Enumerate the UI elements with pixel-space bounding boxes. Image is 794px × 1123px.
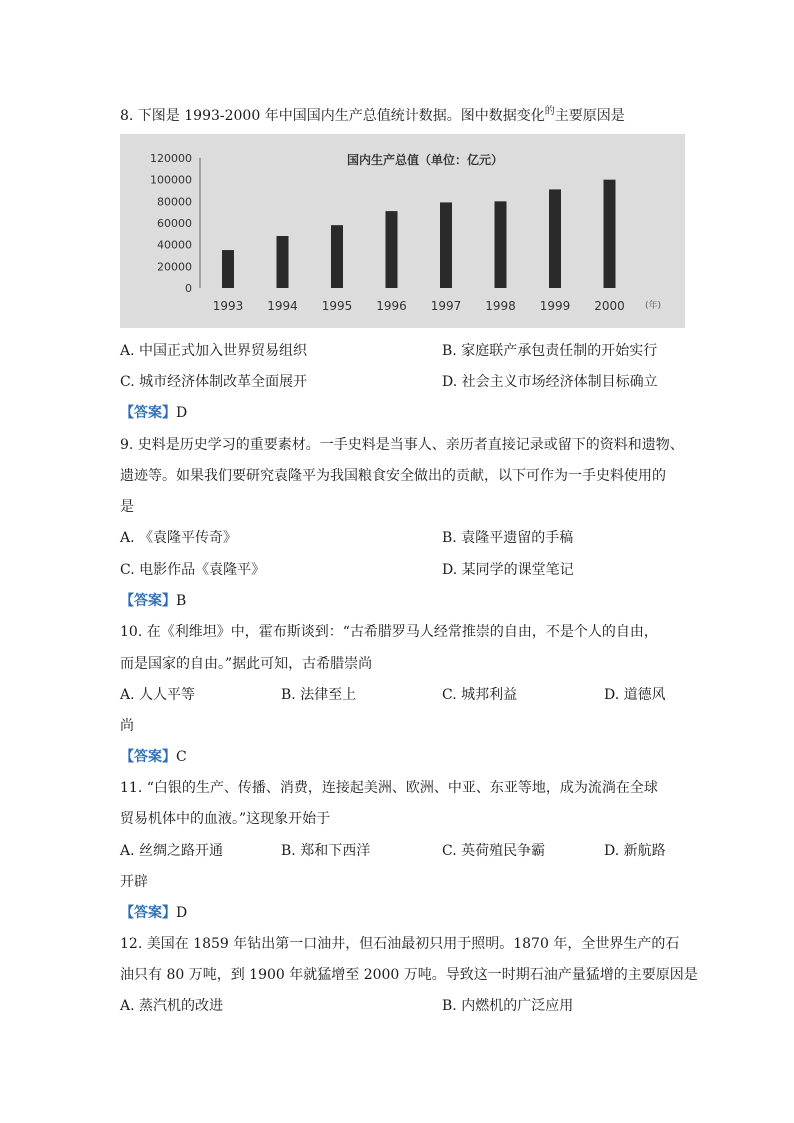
y-tick-label: 100000 bbox=[150, 173, 192, 187]
y-tick-label: 80000 bbox=[157, 195, 192, 209]
q8-option-c[interactable]: C. 城市经济体制改革全面展开 bbox=[120, 374, 308, 390]
bar-1993 bbox=[222, 250, 234, 288]
q11-option-a[interactable]: A. 丝绸之路开通 bbox=[120, 843, 224, 859]
x-unit-label: (年) bbox=[644, 301, 662, 311]
q9-option-b[interactable]: B. 袁隆平遗留的手稿 bbox=[442, 530, 574, 546]
y-tick-label: 120000 bbox=[150, 152, 192, 165]
chart-title: 国内生产总值（单位：亿元） bbox=[346, 153, 504, 167]
q9-stem-line3: 是 bbox=[120, 499, 134, 515]
q11-stem-line1: 11. “白银的生产、传播、消费，连接起美洲、欧洲、中亚、东亚等地，成为流淌在全球 bbox=[120, 780, 658, 796]
bar-2000 bbox=[604, 180, 616, 288]
x-tick-label: 2000 bbox=[594, 299, 625, 313]
q9-option-c[interactable]: C. 电影作品《袁隆平》 bbox=[120, 562, 266, 578]
y-tick-label: 0 bbox=[185, 282, 192, 295]
x-tick-label: 1996 bbox=[376, 299, 407, 313]
gdp-bar-chart bbox=[120, 134, 685, 328]
q10-option-c[interactable]: C. 城邦利益 bbox=[442, 687, 518, 703]
q9-stem-line2: 遗迹等。如果我们要研究袁隆平为我国粮食安全做出的贡献，以下可作为一手史料使用的 bbox=[120, 468, 666, 484]
q10-option-a[interactable]: A. 人人平等 bbox=[120, 687, 196, 703]
y-tick-label: 20000 bbox=[157, 260, 192, 274]
x-tick-label: 1993 bbox=[212, 299, 244, 313]
x-tick-label: 1998 bbox=[485, 299, 516, 313]
q11-option-d[interactable]: D. 新航路 bbox=[604, 843, 666, 859]
y-tick-label: 40000 bbox=[157, 238, 192, 252]
q12-stem-line2: 油只有 80 万吨，到 1900 年就猛增至 2000 万吨。导致这一时期石油产量猛增的主要原因是 bbox=[120, 967, 698, 983]
q9-answer: 【答案】B bbox=[120, 593, 187, 609]
q9-option-a[interactable]: A. 《袁隆平传奇》 bbox=[120, 530, 238, 546]
q8-option-b[interactable]: B. 家庭联产承包责任制的开始实行 bbox=[442, 343, 658, 359]
q10-stem-line2: 而是国家的自由。”据此可知，古希腊崇尚 bbox=[120, 656, 373, 672]
q8-option-d[interactable]: D. 社会主义市场经济体制目标确立 bbox=[442, 374, 658, 390]
q9-stem-line1: 9. 史料是历史学习的重要素材。一手史料是当事人、亲历者直接记录或留下的资料和遗物、 bbox=[120, 437, 684, 453]
q11-option-d-wrap: 开辟 bbox=[120, 874, 148, 890]
bar-1999 bbox=[549, 189, 561, 288]
bar-1995 bbox=[331, 225, 343, 288]
q12-option-b[interactable]: B. 内燃机的广泛应用 bbox=[442, 998, 574, 1014]
q11-option-c[interactable]: C. 英荷殖民争霸 bbox=[442, 843, 546, 859]
x-tick-label: 1997 bbox=[430, 299, 462, 313]
q9-option-d[interactable]: D. 某同学的课堂笔记 bbox=[442, 562, 574, 578]
q12-stem-line1: 12. 美国在 1859 年钻出第一口油井，但石油最初只用于照明。1870 年，全世界生产的石 bbox=[120, 936, 680, 952]
q8-option-a[interactable]: A. 中国正式加入世界贸易组织 bbox=[120, 343, 308, 359]
q8-answer: 【答案】D bbox=[120, 405, 188, 421]
q10-option-d[interactable]: D. 道德风 bbox=[604, 687, 666, 703]
q10-option-d-wrap: 尚 bbox=[120, 718, 134, 734]
q10-stem-line1: 10. 在《利维坦》中，霍布斯谈到：“古希腊罗马人经常推崇的自由，不是个人的自由， bbox=[120, 624, 658, 640]
bar-1997 bbox=[440, 202, 452, 288]
q12-option-a[interactable]: A. 蒸汽机的改进 bbox=[120, 998, 224, 1014]
q11-option-b[interactable]: B. 郑和下西洋 bbox=[281, 843, 371, 859]
gdp-chart bbox=[120, 134, 685, 328]
q11-answer: 【答案】D bbox=[120, 905, 188, 921]
x-tick-label: 1999 bbox=[539, 299, 571, 313]
x-tick-label: 1994 bbox=[267, 299, 298, 313]
y-tick-label: 60000 bbox=[157, 217, 192, 230]
bar-1994 bbox=[277, 236, 289, 288]
x-tick-label: 1995 bbox=[321, 299, 353, 313]
q10-option-b[interactable]: B. 法律至上 bbox=[281, 687, 357, 703]
bar-1998 bbox=[495, 201, 507, 288]
q8-stem: 8. 下图是 1993-2000 年中国国内生产总值统计数据。图中数据变化$^的$主要原因是 bbox=[120, 106, 625, 124]
bar-1996 bbox=[386, 211, 398, 288]
q11-stem-line2: 贸易机体中的血液。”这现象开始于 bbox=[120, 811, 331, 827]
q10-answer: 【答案】C bbox=[120, 749, 187, 765]
